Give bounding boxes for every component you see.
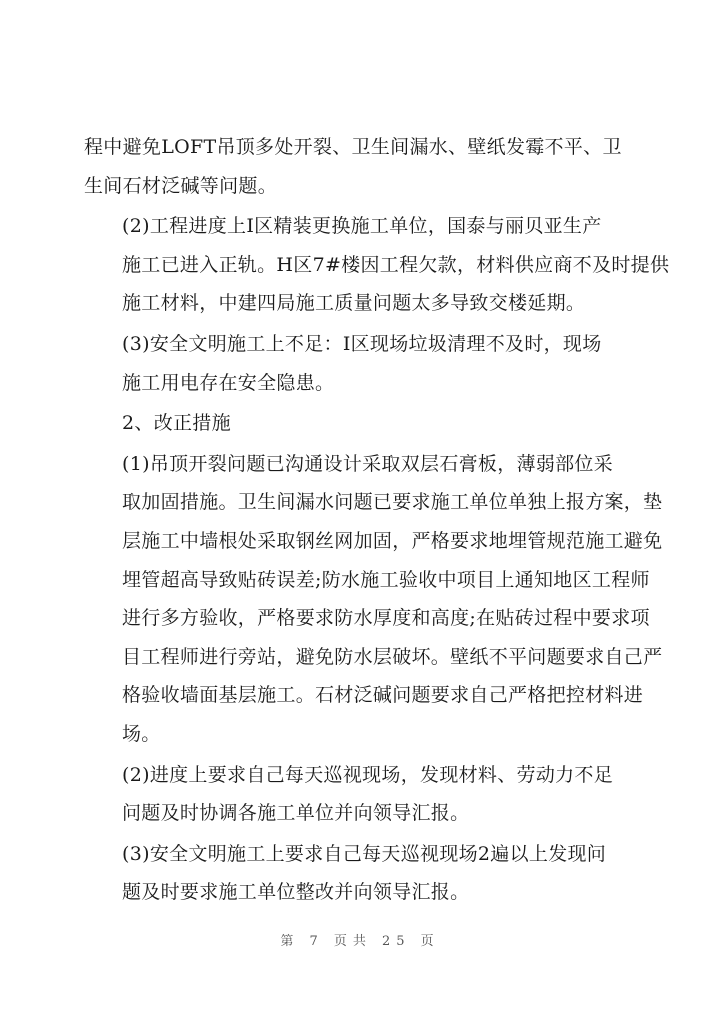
text-line: 场。 [122,722,161,745]
text-line: 题及时要求施工单位整改并向领导汇报。 [122,881,470,904]
text-line: (3)安全文明施工上要求自己每天巡视现场2遍以上发现问 [122,842,607,865]
text-line: 施工已进入正轨。H区7#楼因工程欠款，材料供应商不及时提供 [122,253,670,276]
text-line: 程中避免LOFT吊顶多处开裂、卫生间漏水、壁纸发霉不平、卫 [84,136,622,158]
paragraph-progress-issue [84,207,670,323]
text-line: 生间石材泛碱等问题。 [84,174,278,197]
text-line: 层施工中墙根处采取钢丝网加固，严格要求地埋管规范施工避免 [122,529,663,552]
paragraph-problem-continuation [84,128,640,205]
text-line: 施工材料，中建四局施工质量问题太多导致交楼延期。 [122,292,586,315]
text-line: 格验收墙面基层施工。石材泛碱问题要求自己严格把控材料进 [122,684,644,707]
text-line: 问题及时协调各施工单位并向领导汇报。 [122,802,470,825]
section-heading-corrective-measures [84,404,640,443]
text-line: (3)安全文明施工上不足：I区现场垃圾清理不及时，现场 [122,332,602,355]
paragraph-measure-ceiling-bathroom [84,445,663,754]
text-line: (1)吊顶开裂问题已沟通设计采取双层石膏板，薄弱部位采 [122,452,614,475]
page-number-footer: 第 7 页共 25 页 [280,934,440,949]
text-line: (2)工程进度上I区精装更换施工单位，国泰与丽贝亚生产 [122,215,602,238]
text-line: 进行多方验收，严格要求防水厚度和高度;在贴砖过程中要求项 [122,607,650,630]
text-line: 埋管超高导致贴砖误差;防水施工验收中项目上通知地区工程师 [122,568,650,591]
text-line: 目工程师进行旁站，避免防水层破坏。壁纸不平问题要求自己严 [122,645,663,668]
text-line: 取加固措施。卫生间漏水问题已要求施工单位单独上报方案，垫 [122,491,663,514]
paragraph-measure-safety [84,835,640,912]
paragraph-measure-progress [84,756,640,833]
document-body [84,128,670,914]
text-line: 2、改正措施 [122,412,231,435]
text-line: 施工用电存在安全隐患。 [122,371,335,394]
paragraph-safety-issue [84,325,640,402]
text-line: (2)进度上要求自己每天巡视现场，发现材料、劳动力不足 [122,763,614,786]
